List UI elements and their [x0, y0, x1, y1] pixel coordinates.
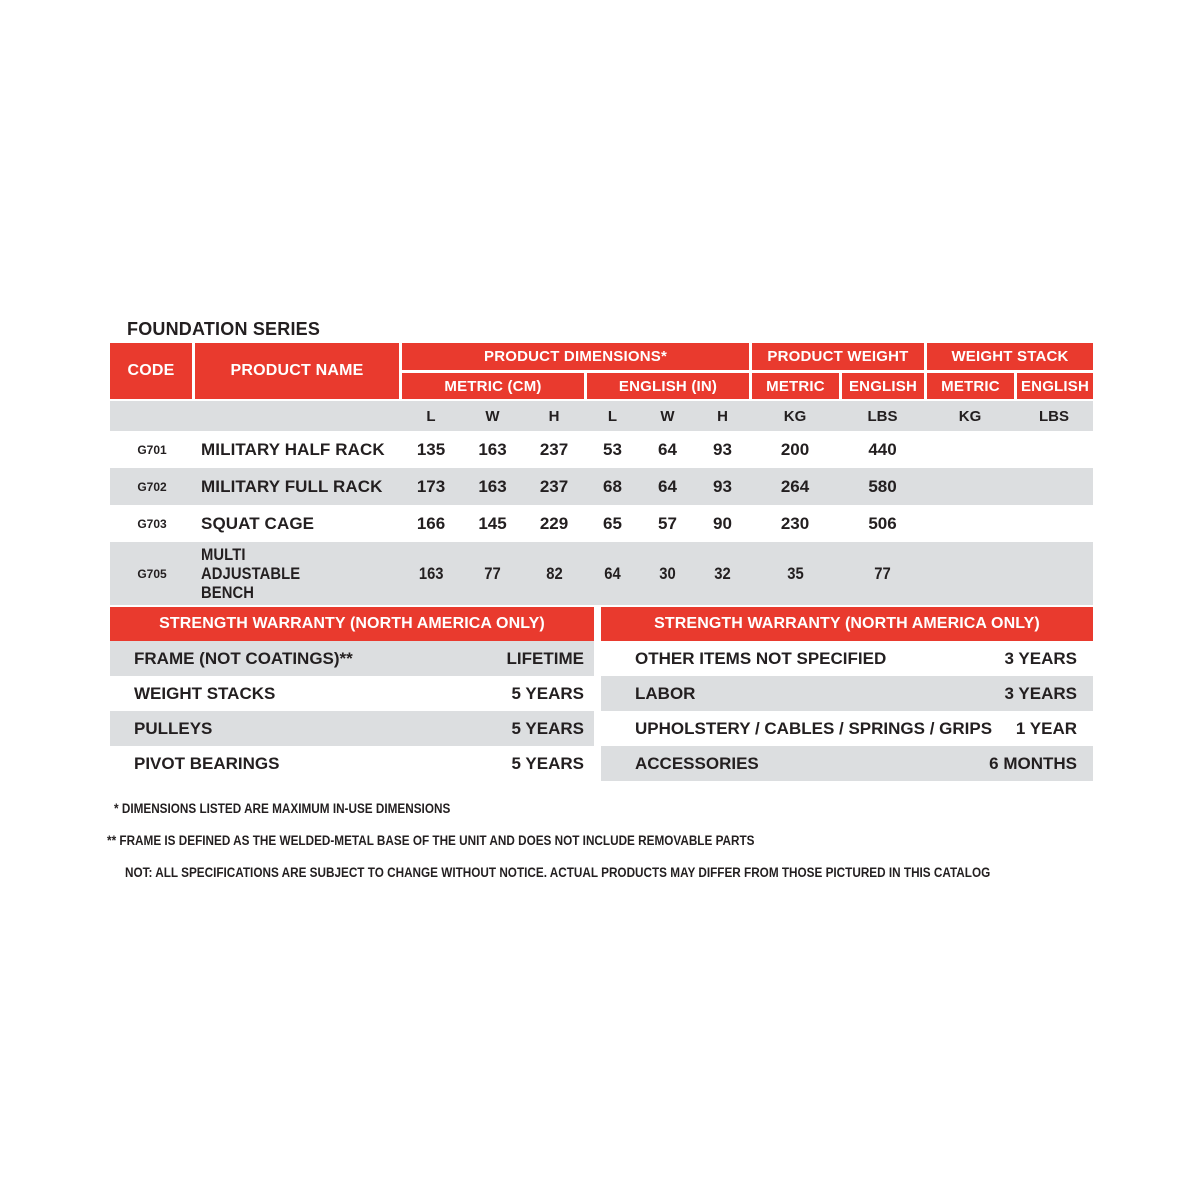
warranty-item: UPHOLSTERY / CABLES / SPRINGS / GRIPS — [635, 718, 993, 738]
value-weight-lbs: 77 — [874, 563, 891, 583]
unit-english-l: L — [607, 407, 618, 425]
warranty-item: WEIGHT STACKS — [134, 683, 276, 703]
value-metric-w: 77 — [484, 563, 501, 583]
warranty-table-left — [110, 607, 594, 781]
value-english-w: 30 — [659, 563, 676, 583]
value-english-l: 64 — [604, 563, 621, 583]
warranty-item: PIVOT BEARINGS — [134, 753, 280, 773]
product-spec-table — [110, 343, 1093, 605]
product-code: G702 — [137, 479, 167, 494]
table-row — [110, 431, 1093, 468]
unit-stack-lbs: LBS — [1039, 407, 1069, 425]
col-header-product-dimensions: PRODUCT DIMENSIONS* — [402, 343, 749, 370]
product-code: G703 — [137, 516, 167, 531]
spec-table-header — [110, 343, 1093, 399]
value-english-l: 68 — [603, 476, 622, 496]
value-metric-h: 237 — [539, 476, 569, 496]
footnote-dimensions: * DIMENSIONS LISTED ARE MAXIMUM IN-USE DIMENSIONS — [114, 801, 451, 816]
warranty-row — [601, 676, 1093, 711]
value-weight-lbs: 580 — [868, 476, 897, 496]
value-english-h: 93 — [713, 439, 732, 459]
table-row — [110, 505, 1093, 542]
value-weight-kg: 264 — [780, 476, 810, 496]
subheader-metric-cm: METRIC (CM) — [402, 373, 584, 399]
product-name: MILITARY FULL RACK — [201, 476, 383, 496]
warranty-section — [110, 607, 1093, 781]
unit-metric-h: H — [548, 407, 560, 425]
col-header-weight-stack: WEIGHT STACK — [927, 343, 1093, 370]
value-english-w: 64 — [658, 439, 677, 459]
value-weight-kg: 35 — [786, 563, 804, 583]
product-name — [194, 545, 400, 603]
value-metric-l: 166 — [416, 513, 446, 533]
value-english-h: 32 — [714, 563, 731, 583]
unit-stack-kg: KG — [958, 407, 982, 425]
warranty-row — [110, 676, 594, 711]
value-english-h: 93 — [713, 476, 732, 496]
product-name: SQUAT CAGE — [201, 513, 315, 533]
footnote-note: NOT: ALL SPECIFICATIONS ARE SUBJECT TO CHANGE WITHOUT NOTICE. ACTUAL PRODUCTS MAY DIFFER FROM THOSE PICTURED IN THIS CATALOG — [125, 865, 991, 880]
warranty-item: FRAME (NOT COATINGS)** — [134, 648, 353, 668]
value-english-w: 64 — [658, 476, 677, 496]
table-row — [110, 542, 1093, 605]
col-header-product-weight: PRODUCT WEIGHT — [752, 343, 924, 370]
subheader-weight-english: ENGLISH — [842, 373, 924, 399]
col-header-product-name: PRODUCT NAME — [195, 343, 399, 399]
subheader-stack-metric: METRIC — [927, 373, 1014, 399]
subheader-weight-metric: METRIC — [752, 373, 839, 399]
warranty-item: PULLEYS — [134, 718, 213, 738]
value-english-l: 65 — [603, 513, 622, 533]
product-name-text: MULTI ADJUSTABLE BENCH — [201, 544, 301, 602]
value-metric-w: 163 — [478, 439, 507, 459]
value-metric-l: 173 — [416, 476, 446, 496]
value-metric-w: 163 — [478, 476, 507, 496]
unit-weight-lbs: LBS — [867, 407, 898, 425]
unit-metric-w: W — [485, 407, 500, 425]
warranty-row — [601, 711, 1093, 746]
value-english-h: 90 — [713, 513, 732, 533]
product-code: G701 — [137, 442, 167, 457]
warranty-term: 6 MONTHS — [989, 753, 1077, 773]
unit-english-w: W — [660, 407, 675, 425]
warranty-row — [110, 711, 594, 746]
value-metric-h: 229 — [539, 513, 569, 533]
unit-weight-kg: KG — [783, 407, 807, 425]
value-metric-h: 237 — [539, 439, 569, 459]
value-metric-h: 82 — [545, 563, 563, 583]
page-title: FOUNDATION SERIES — [127, 319, 321, 339]
warranty-term: 5 YEARS — [511, 683, 584, 703]
product-name: MILITARY HALF RACK — [201, 439, 385, 459]
value-weight-kg: 200 — [780, 439, 810, 459]
warranty-table-right — [601, 607, 1093, 781]
value-english-w: 57 — [658, 513, 677, 533]
warranty-row — [601, 746, 1093, 781]
value-metric-l: 135 — [416, 439, 446, 459]
footnotes — [107, 801, 1120, 897]
warranty-term: 5 YEARS — [511, 718, 584, 738]
value-weight-kg: 230 — [780, 513, 810, 533]
warranty-title-left: STRENGTH WARRANTY (NORTH AMERICA ONLY) — [110, 607, 594, 641]
warranty-item: OTHER ITEMS NOT SPECIFIED — [635, 648, 887, 668]
warranty-item: LABOR — [635, 683, 696, 703]
table-row — [110, 468, 1093, 505]
subheader-english-in: ENGLISH (IN) — [587, 373, 749, 399]
col-header-code: CODE — [110, 343, 192, 399]
value-metric-l: 163 — [418, 563, 444, 583]
warranty-term: LIFETIME — [506, 648, 584, 668]
value-metric-w: 145 — [478, 513, 507, 533]
warranty-row — [110, 641, 594, 676]
warranty-term: 1 YEAR — [1015, 718, 1077, 738]
value-weight-lbs: 440 — [868, 439, 897, 459]
warranty-item: ACCESSORIES — [635, 753, 759, 773]
footnote-frame: ** FRAME IS DEFINED AS THE WELDED-METAL BASE OF THE UNIT AND DOES NOT INCLUDE REMOVABLE PARTS — [107, 833, 755, 848]
unit-metric-l: L — [426, 407, 436, 425]
product-code: G705 — [137, 566, 167, 581]
value-english-l: 53 — [603, 439, 622, 459]
value-weight-lbs: 506 — [868, 513, 897, 533]
warranty-term: 3 YEARS — [1004, 648, 1077, 668]
warranty-row — [601, 641, 1093, 676]
warranty-title-right: STRENGTH WARRANTY (NORTH AMERICA ONLY) — [601, 607, 1093, 641]
warranty-term: 3 YEARS — [1004, 683, 1077, 703]
units-row — [110, 401, 1093, 431]
subheader-stack-english: ENGLISH — [1017, 373, 1093, 399]
unit-english-h: H — [717, 407, 728, 425]
warranty-row — [110, 746, 594, 781]
value-stack-kg — [925, 564, 1015, 584]
warranty-term: 5 YEARS — [511, 753, 584, 773]
value-stack-lbs — [1015, 564, 1093, 584]
